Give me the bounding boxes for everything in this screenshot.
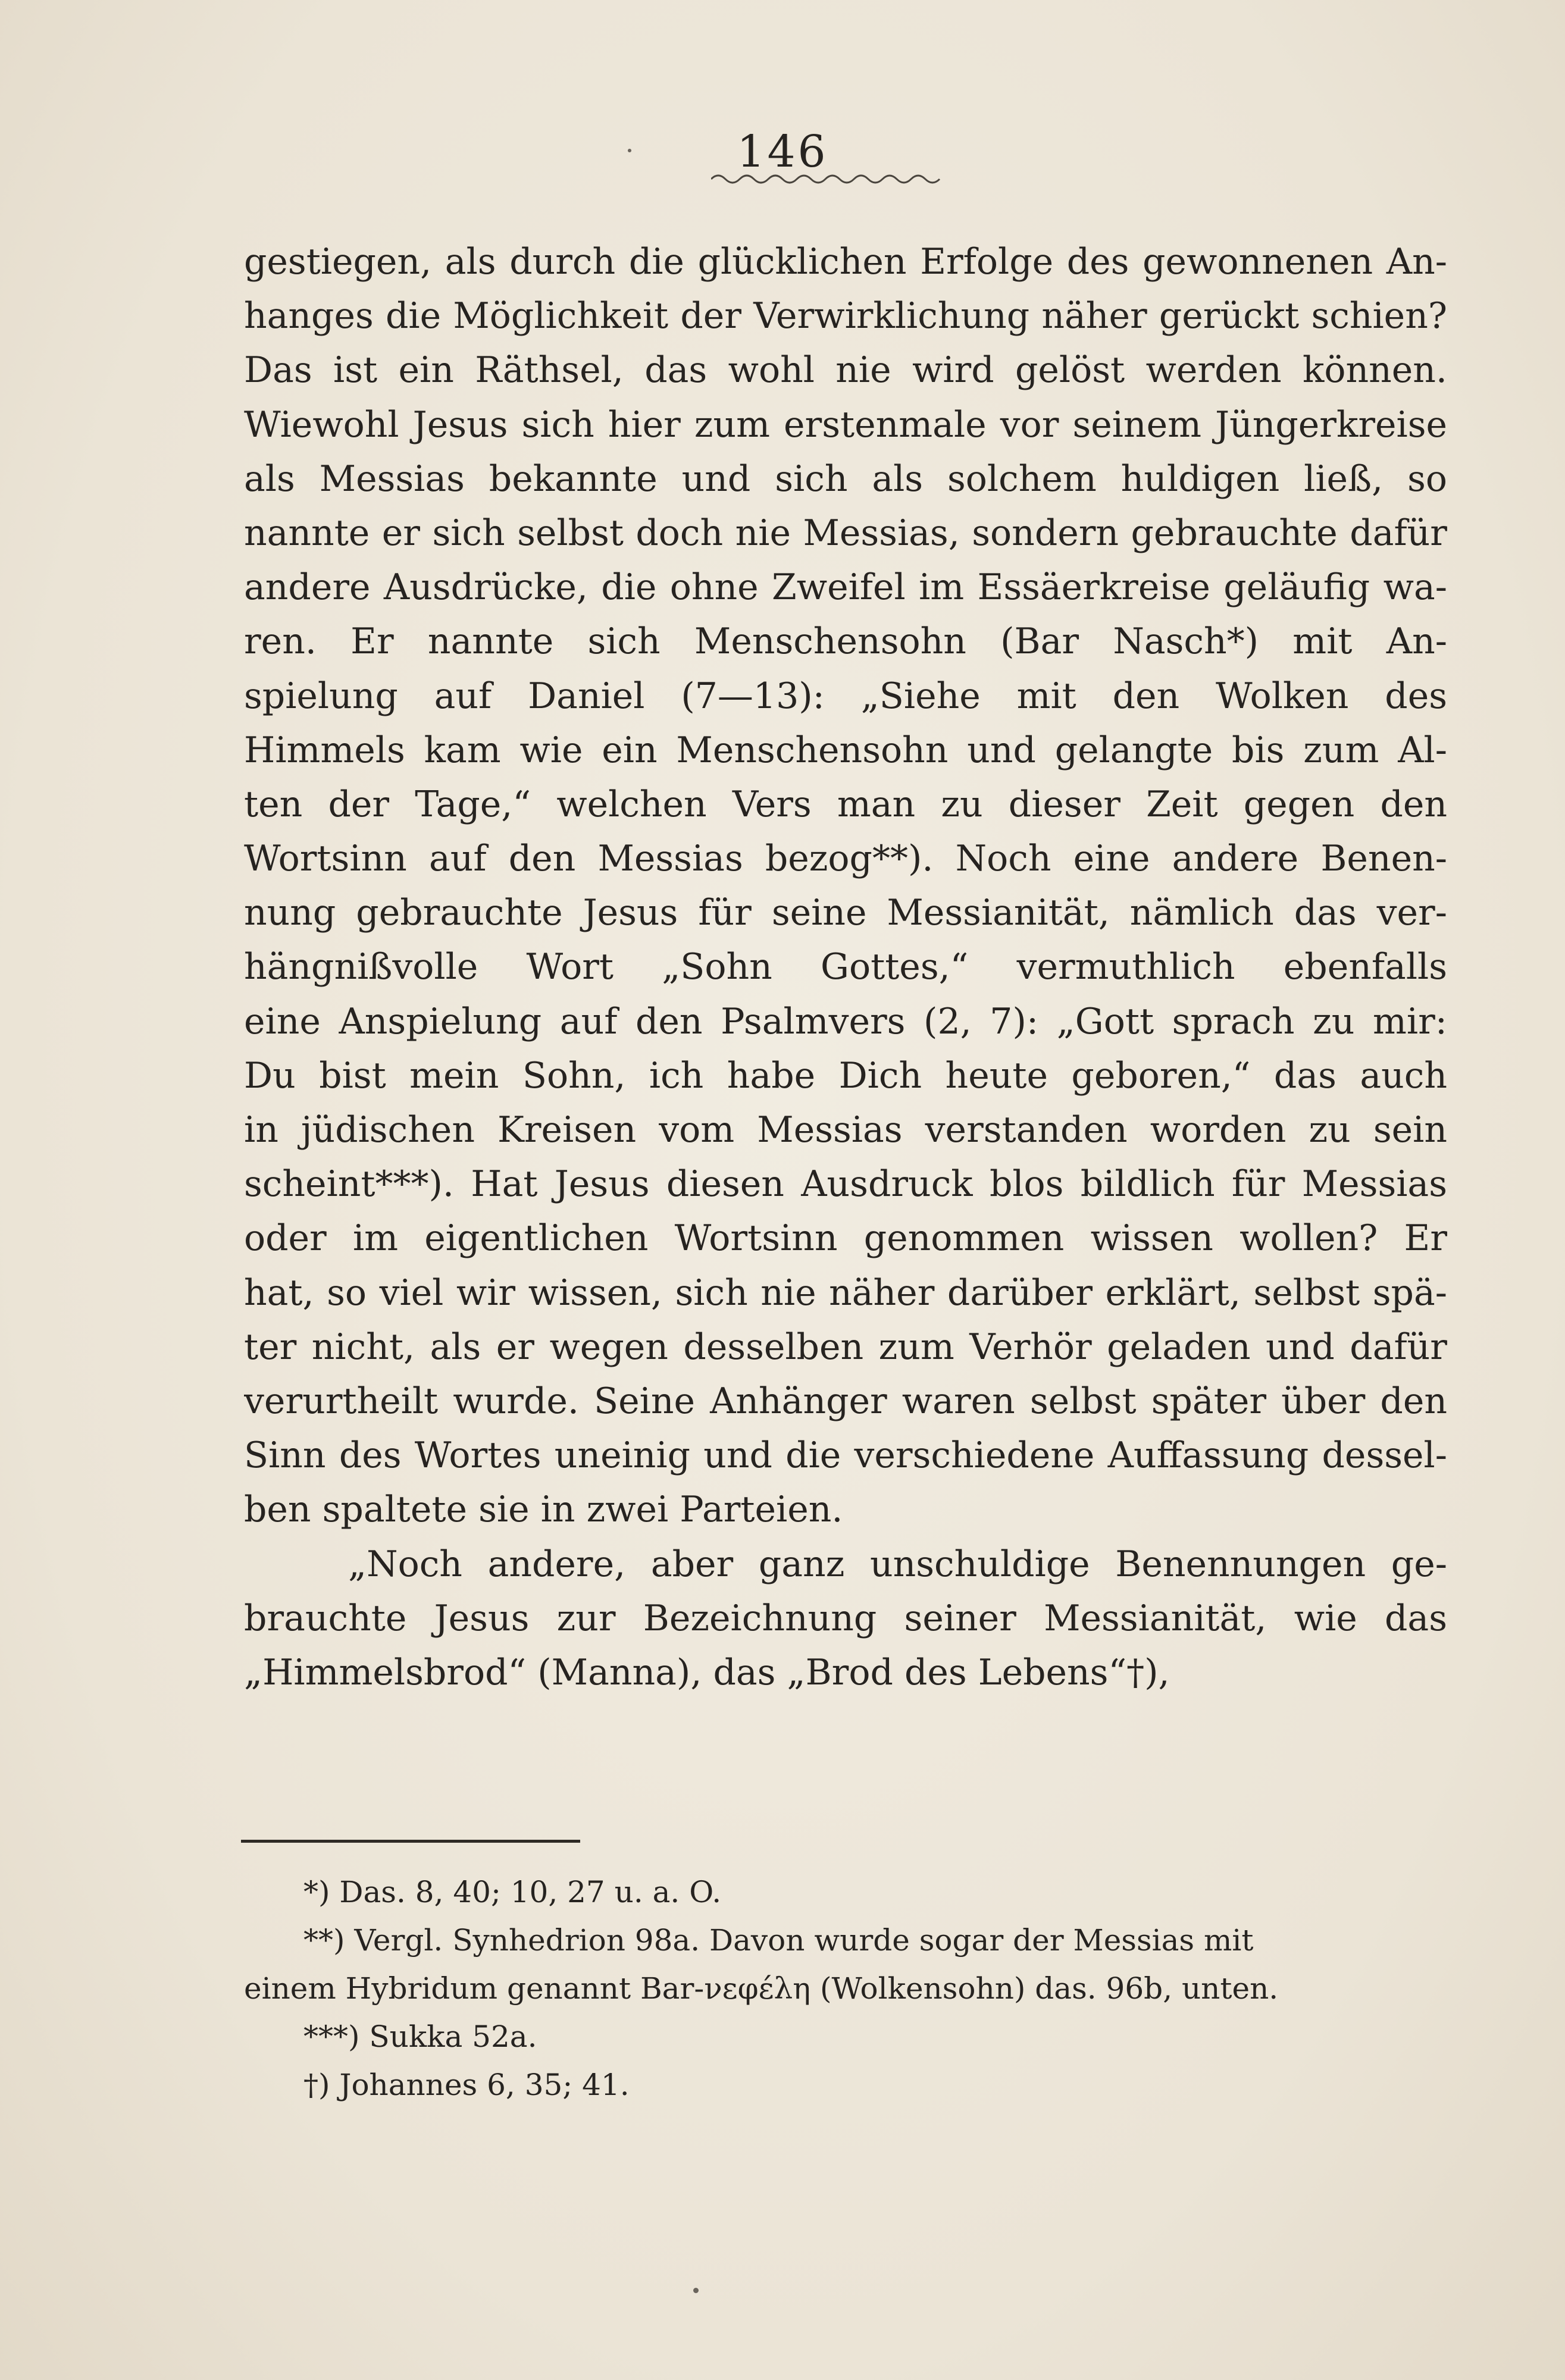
- footnote: *) Das. 8, 40; 10, 27 u. a. O.: [303, 1875, 722, 1909]
- text-line: verurtheilt wurde. Seine Anhänger waren selbst später über den: [244, 1380, 1447, 1422]
- text-line: gestiegen, als durch die glücklichen Erfolge des gewonnenen An-: [244, 241, 1447, 283]
- wavy-ornament: [711, 170, 949, 188]
- paper-speck: [693, 2288, 699, 2293]
- footnote: ***) Sukka 52a.: [303, 2019, 537, 2054]
- text-line: spielung auf Daniel (7—13): „Siehe mit den Wolken des: [244, 675, 1447, 717]
- footnote: **) Vergl. Synhedrion 98a. Davon wurde sogar der Messias mit: [303, 1923, 1254, 1958]
- text-line: Sinn des Wortes uneinig und die verschiedene Auffassung dessel-: [244, 1435, 1447, 1477]
- text-line: scheint***). Hat Jesus diesen Ausdruck blos bildlich für Messias: [244, 1163, 1447, 1205]
- footnotes: [244, 1868, 1404, 2109]
- text-line: hängnißvolle Wort „Sohn Gottes,“ vermuthlich ebenfalls: [244, 946, 1447, 988]
- text-line: Wortsinn auf den Messias bezog**). Noch eine andere Benen-: [244, 838, 1447, 880]
- text-line: Himmels kam wie ein Menschensohn und gelangte bis zum Al-: [244, 729, 1447, 771]
- text-line: „Himmelsbrod“ (Manna), das „Brod des Lebens“†),: [244, 1651, 1170, 1693]
- text-line: ren. Er nannte sich Menschensohn (Bar Nasch*) mit An-: [244, 621, 1447, 663]
- text-line: Du bist mein Sohn, ich habe Dich heute geboren,“ das auch: [244, 1054, 1447, 1097]
- footnote: †) Johannes 6, 35; 41.: [303, 2068, 630, 2102]
- text-line: nung gebrauchte Jesus für seine Messianität, nämlich das ver-: [244, 892, 1447, 934]
- page-number: 146: [737, 126, 828, 177]
- text-line: ten der Tage,“ welchen Vers man zu dieser Zeit gegen den: [244, 783, 1447, 825]
- text-line: Das ist ein Räthsel, das wohl nie wird gelöst werden können.: [244, 349, 1447, 392]
- text-line: hanges die Möglichkeit der Verwirklichung näher gerückt schien?: [244, 295, 1447, 337]
- text-line: in jüdischen Kreisen vom Messias verstanden worden zu sein: [244, 1109, 1447, 1151]
- text-line: hat, so viel wir wissen, sich nie näher darüber erklärt, selbst spä-: [244, 1272, 1447, 1314]
- text-line: eine Anspielung auf den Psalmvers (2, 7): „Gott sprach zu mir:: [244, 1000, 1447, 1042]
- text-line: ter nicht, als er wegen desselben zum Verhör geladen und dafür: [244, 1326, 1447, 1368]
- text-line: andere Ausdrücke, die ohne Zweifel im Essäerkreise geläufig wa-: [244, 566, 1447, 609]
- text-line: brauchte Jesus zur Bezeichnung seiner Messianität, wie das: [244, 1597, 1447, 1639]
- paper-speck: [628, 149, 631, 152]
- text-line: Wiewohl Jesus sich hier zum erstenmale vor seinem Jüngerkreise: [244, 403, 1447, 446]
- text-line: ben spaltete sie in zwei Parteien.: [244, 1489, 843, 1531]
- text-line: oder im eigentlichen Wortsinn genommen wissen wollen? Er: [244, 1217, 1447, 1260]
- body-text: [244, 235, 1447, 1700]
- footnote-rule: [241, 1840, 580, 1843]
- footnote: einem Hybridum genannt Bar-νεφέλη (Wolkensohn) das. 96b, unten.: [244, 1971, 1279, 2006]
- text-line: als Messias bekannte und sich als solchem huldigen ließ, so: [244, 458, 1447, 500]
- text-line: „Noch andere, aber ganz unschuldige Benennungen ge-: [348, 1543, 1447, 1585]
- text-line: nannte er sich selbst doch nie Messias, sondern gebrauchte dafür: [244, 512, 1447, 554]
